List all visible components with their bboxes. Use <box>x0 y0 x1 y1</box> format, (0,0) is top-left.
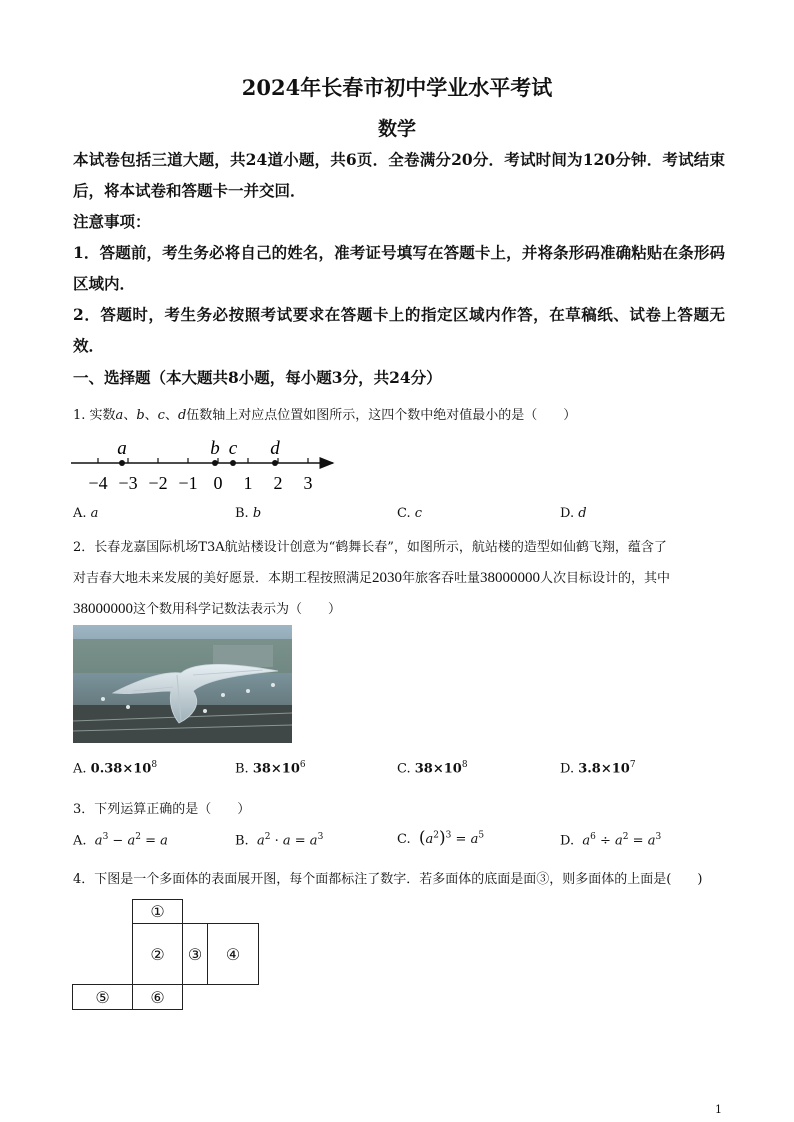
q1-rest: 伍数轴上对应点位置如图所示，这四个数中绝对值最小的是（ ） <box>186 408 577 423</box>
axis-point-label-b: b <box>210 438 220 459</box>
airport-terminal-photo <box>73 625 292 743</box>
axis-point-a <box>119 460 125 466</box>
q2-option-c[interactable]: C. $38\times 10^8$ <box>397 760 468 777</box>
q2-number-repeat: 38000000 <box>73 601 133 617</box>
axis-point-label-d: d <box>270 438 280 459</box>
question-1-stem <box>73 400 728 431</box>
q1-sep-1: 、 <box>123 408 137 423</box>
question-2-line-2: 对吉春大地未来发展的美好愿景．本期工程按照满足2030年旅客吞吐量38000000人次目标设计的，其中 <box>73 570 671 586</box>
face-5: ⑤ <box>72 984 133 1010</box>
q2-option-b[interactable]: B. $38\times 10^6$ <box>235 760 306 777</box>
q3-option-d[interactable]: D. $a^6 \div a^2 = a^3$ <box>560 832 662 849</box>
section-1-heading: 一、选择题（本大题共8小题，每小题3分，共24分） <box>73 368 442 387</box>
axis-tick-label: −3 <box>118 473 138 493</box>
q1-option-b[interactable]: B. b <box>235 506 262 521</box>
number-line <box>65 432 355 498</box>
face-2: ② <box>132 923 183 985</box>
q3-option-c[interactable]: C. $(a^2)^3 = a^5$ <box>397 828 485 848</box>
axis-tick-label: −1 <box>178 473 198 493</box>
exam-title: 2024年长春市初中学业水平考试 <box>241 75 553 100</box>
axis-tick-label: 3 <box>303 473 313 493</box>
q2-option-a[interactable]: A. $0.38\times 10^8$ <box>73 760 158 777</box>
subject-title: 数学 <box>377 118 416 140</box>
face-6: ⑥ <box>132 984 183 1010</box>
q3-option-a[interactable]: A. $a^3 - a^2 = a$ <box>73 832 168 849</box>
q1-var-d: d <box>177 408 187 423</box>
q1-option-c[interactable]: C. c <box>397 506 423 521</box>
axis-tick-label: 2 <box>273 473 283 493</box>
notice-item-1: 1．答题前，考生务必将自己的姓名，准考证号填写在答题卡上，并将条形码准确粘贴在条形码区域内． <box>73 243 725 293</box>
q1-sep-2: 、 <box>144 408 158 423</box>
q2-option-d[interactable]: D. $3.8\times 10^7$ <box>560 760 636 777</box>
page-number: 1 <box>715 1103 722 1116</box>
face-4: ④ <box>207 923 259 985</box>
q1-var-b: b <box>136 408 145 423</box>
q2-number: 38000000 <box>480 570 541 586</box>
face-1: ① <box>132 899 183 924</box>
q1-lead: 1. 实数 <box>73 408 116 423</box>
q2-year: 2030 <box>372 570 403 586</box>
question-3-stem: 3．下列运算正确的是（ ） <box>73 802 251 817</box>
axis-tick-label: 1 <box>243 473 253 493</box>
question-4-stem: 4．下图是一个多面体的表面展开图，每个面都标注了数字．若多面体的底面是面③，则多面体的上面是( ) <box>73 872 703 887</box>
q1-option-d[interactable]: D. d <box>560 506 587 521</box>
notice-heading: 注意事项： <box>73 212 151 231</box>
q3-option-b[interactable]: B. $a^2 \cdot a = a^3$ <box>235 832 324 849</box>
q1-var-c: c <box>157 408 165 423</box>
question-2-line-3: 38000000这个数用科学记数法表示为（ ） <box>73 601 342 617</box>
axis-point-b <box>212 460 218 466</box>
axis-point-d <box>272 460 278 466</box>
q1-sep-3: 、 <box>164 408 178 423</box>
axis-point-c <box>230 460 236 466</box>
axis-tick-label: 0 <box>213 473 223 493</box>
face-3: ③ <box>182 923 208 985</box>
q1-option-a[interactable]: A. a <box>73 506 99 521</box>
intro-paragraph: 本试卷包括三道大题，共24道小题，共6页．全卷满分20分．考试时间为120分钟．考试结束后，将本试卷和答题卡一并交回． <box>73 150 725 200</box>
axis-point-label-a: a <box>117 438 127 459</box>
axis-point-label-c: c <box>228 438 238 459</box>
axis-tick-label: −2 <box>148 473 168 493</box>
q1-var-a: a <box>115 408 124 423</box>
notice-item-2: 2．答题时，考生务必按照考试要求在答题卡上的指定区域内作答，在草稿纸、试卷上答题无效． <box>73 305 725 355</box>
polyhedron-net <box>72 899 262 1011</box>
question-2-line-1: 2．长春龙嘉国际机场T3A航站楼设计创意为“鹤舞长春”，如图所示，航站楼的造型如仙鹤飞翔，蕴含了 <box>73 540 667 555</box>
axis-tick-label: −4 <box>88 473 108 493</box>
